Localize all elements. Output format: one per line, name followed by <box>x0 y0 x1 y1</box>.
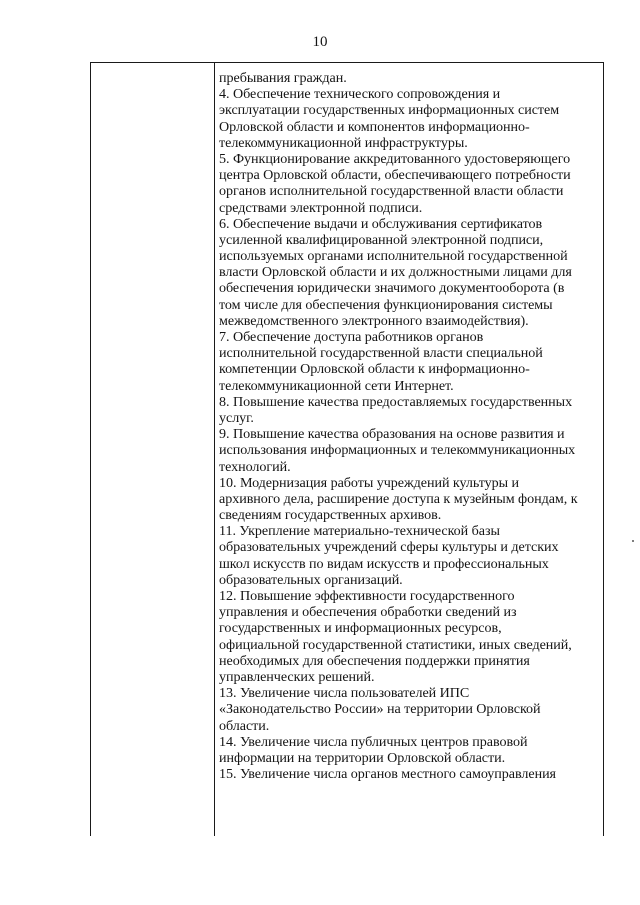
page-number: 10 <box>312 34 328 50</box>
text-line: 9. Повышение качества образования на основе развития и <box>219 426 565 443</box>
text-line: необходимых для обеспечения поддержки принятия <box>219 652 530 669</box>
text-line: власти Орловской области и их должностными лицами для <box>219 264 572 281</box>
text-line: 14. Увеличение числа публичных центров правовой <box>219 733 528 750</box>
text-line: 8. Повышение качества предоставляемых государственных <box>219 393 573 410</box>
text-line: области. <box>219 717 270 734</box>
text-line: архивного дела, расширение доступа к музейным фондам, к <box>219 490 578 507</box>
text-line: телекоммуникационной сети Интернет. <box>219 377 454 394</box>
scan-speck <box>632 540 634 542</box>
text-line: обеспечения юридически значимого документооборота (в <box>219 280 565 297</box>
text-line: государственных и информационных ресурсов, <box>219 620 502 637</box>
text-line: официальной государственной статистики, иных сведений, <box>219 636 572 653</box>
text-line: 11. Укрепление материально-технической базы <box>219 523 500 540</box>
text-line: сведениям государственных архивов. <box>219 507 442 524</box>
text-line: 5. Функционирование аккредитованного удостоверяющего <box>219 150 571 167</box>
text-line: используемых органами исполнительной государственной <box>219 248 568 265</box>
text-line: услуг. <box>219 409 254 426</box>
text-line: межведомственного электронного взаимодействия). <box>219 312 529 329</box>
text-line: Орловской области и компонентов информационно- <box>219 118 530 135</box>
text-line: телекоммуникационной инфраструктуры. <box>219 134 468 151</box>
text-line: 15. Увеличение числа органов местного самоуправления <box>219 766 556 783</box>
text-line: 10. Модернизация работы учреждений культуры и <box>219 474 520 491</box>
text-line: 12. Повышение эффективности государственного <box>219 588 515 604</box>
text-line: 6. Обеспечение выдачи и обслуживания сертификатов <box>219 215 543 232</box>
text-line: компетенции Орловской области к информационно- <box>219 361 530 378</box>
text-line: образовательных учреждений сферы культуры и детских <box>219 539 559 556</box>
column-divider <box>214 62 215 836</box>
text-line: технологий. <box>219 458 291 475</box>
text-line: образовательных организаций. <box>219 571 403 588</box>
text-line: 4. Обеспечение технического сопровождения и <box>219 86 501 103</box>
text-line: исполнительной государственной власти специальной <box>219 345 543 362</box>
text-line: центра Орловской области, обеспечивающего потребности <box>219 167 571 184</box>
text-line: информации на территории Орловской области. <box>219 749 506 766</box>
text-line: усиленной квалифицированной электронной подписи, <box>219 231 544 248</box>
text-line: школ искусств по видам искусств и профессиональных <box>219 555 549 572</box>
text-line: 13. Увеличение числа пользователей ИПС <box>219 685 470 702</box>
text-line: средствами электронной подписи. <box>219 199 423 216</box>
text-line: использования информационных и телекоммуникационных <box>219 442 576 459</box>
table-left-cell <box>92 64 212 834</box>
text-line: том числе для обеспечения функционирования системы <box>219 296 553 313</box>
text-line: управления и обеспечения обработки сведений из <box>219 604 517 621</box>
text-line: органов исполнительной государственной власти области <box>219 183 564 200</box>
table-right-cell <box>219 70 603 782</box>
text-line: пребывания граждан. <box>219 70 347 86</box>
text-line: «Законодательство России» на территории Орловской <box>219 701 541 718</box>
text-line: управленческих решений. <box>219 668 375 685</box>
text-line: эксплуатации государственных информационных систем <box>219 102 560 119</box>
text-line: 7. Обеспечение доступа работников органов <box>219 329 484 345</box>
